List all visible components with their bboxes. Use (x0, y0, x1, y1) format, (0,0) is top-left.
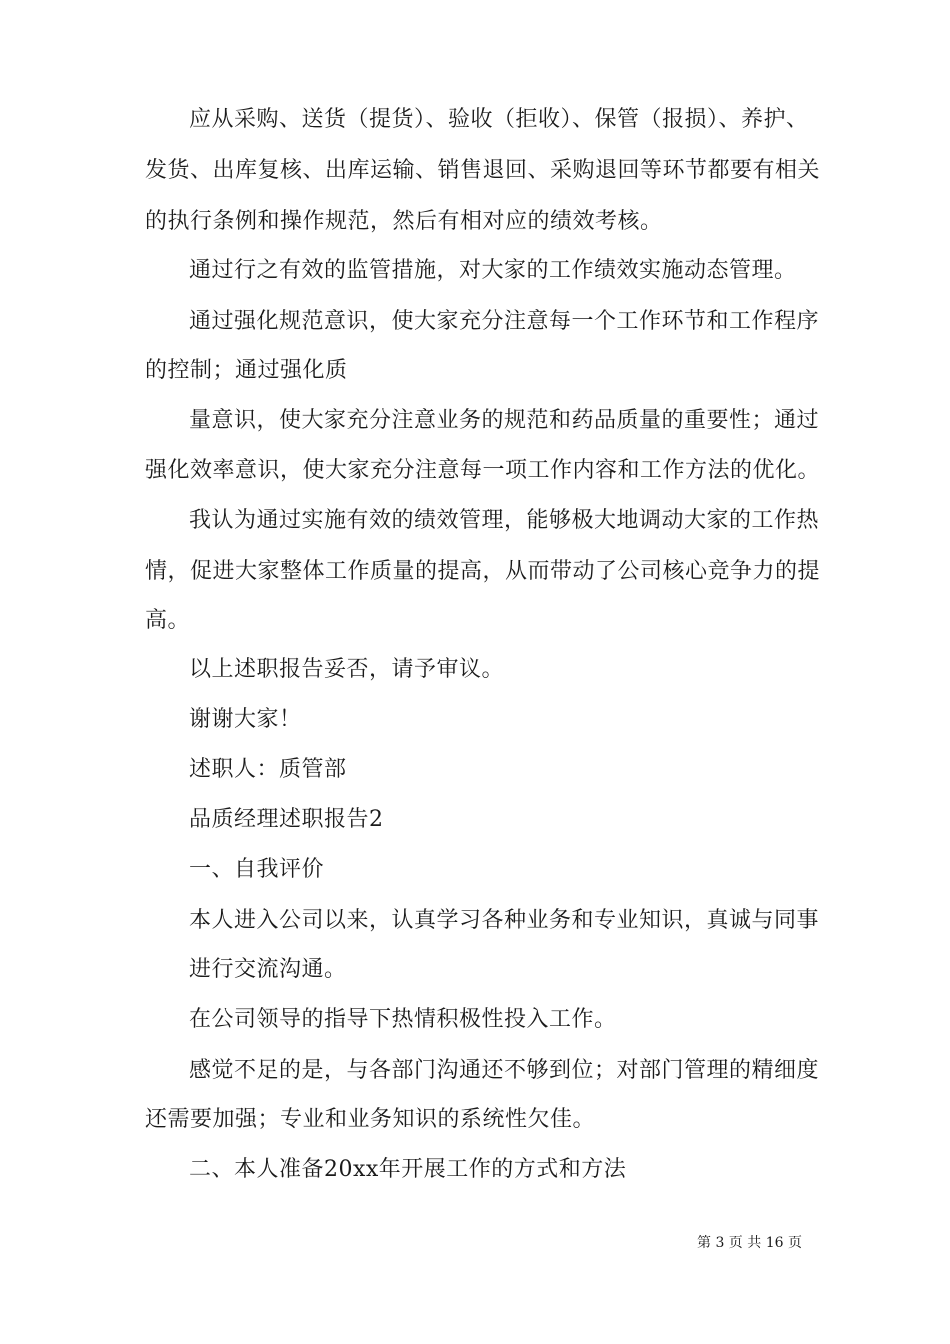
paragraph-line: 感觉不足的是，与各部门沟通还不够到位；对部门管理的精细度 (189, 1058, 820, 1083)
paragraph-line: 的控制；通过强化质 (145, 358, 348, 383)
paragraph-line: 强化效率意识，使大家充分注意每一项工作内容和工作方法的优化。 (145, 458, 821, 483)
section-heading: 二、本人准备20xx年开展工作的方式和方法 (189, 1157, 627, 1182)
page-number: 第 3 页 共 16 页 (697, 1235, 802, 1251)
paragraph-line: 还需要加强；专业和业务知识的系统性欠佳。 (145, 1107, 596, 1132)
paragraph-line: 量意识，使大家充分注意业务的规范和药品质量的重要性；通过 (189, 408, 820, 433)
paragraph-line: 通过行之有效的监管措施，对大家的工作绩效实施动态管理。 (189, 258, 797, 283)
paragraph-line: 通过强化规范意识，使大家充分注意每一个工作环节和工作程序 (189, 309, 820, 334)
paragraph-line: 谢谢大家！ (189, 707, 302, 732)
section-title: 品质经理述职报告2 (189, 807, 384, 832)
paragraph-line: 的执行条例和操作规范，然后有相对应的绩效考核。 (145, 209, 663, 234)
paragraph-line: 本人进入公司以来，认真学习各种业务和专业知识，真诚与同事 (189, 908, 820, 933)
paragraph-line: 进行交流沟通。 (189, 957, 347, 982)
paragraph-line: 高。 (145, 608, 191, 633)
paragraph-line: 以上述职报告妥否，请予审议。 (189, 657, 505, 682)
paragraph-line: 应从采购、送货（提货）、验收（拒收）、保管（报损）、养护、 (189, 107, 809, 132)
paragraph-line: 发货、出库复核、出库运输、销售退回、采购退回等环节都要有相关 (145, 158, 821, 183)
signature-line: 述职人：质管部 (189, 757, 347, 782)
paragraph-line: 在公司领导的指导下热情积极性投入工作。 (189, 1007, 617, 1032)
paragraph-line: 我认为通过实施有效的绩效管理，能够极大地调动大家的工作热 (189, 508, 820, 533)
paragraph-line: 情，促进大家整体工作质量的提高，从而带动了公司核心竞争力的提 (145, 559, 821, 584)
section-heading: 一、自我评价 (189, 857, 325, 882)
